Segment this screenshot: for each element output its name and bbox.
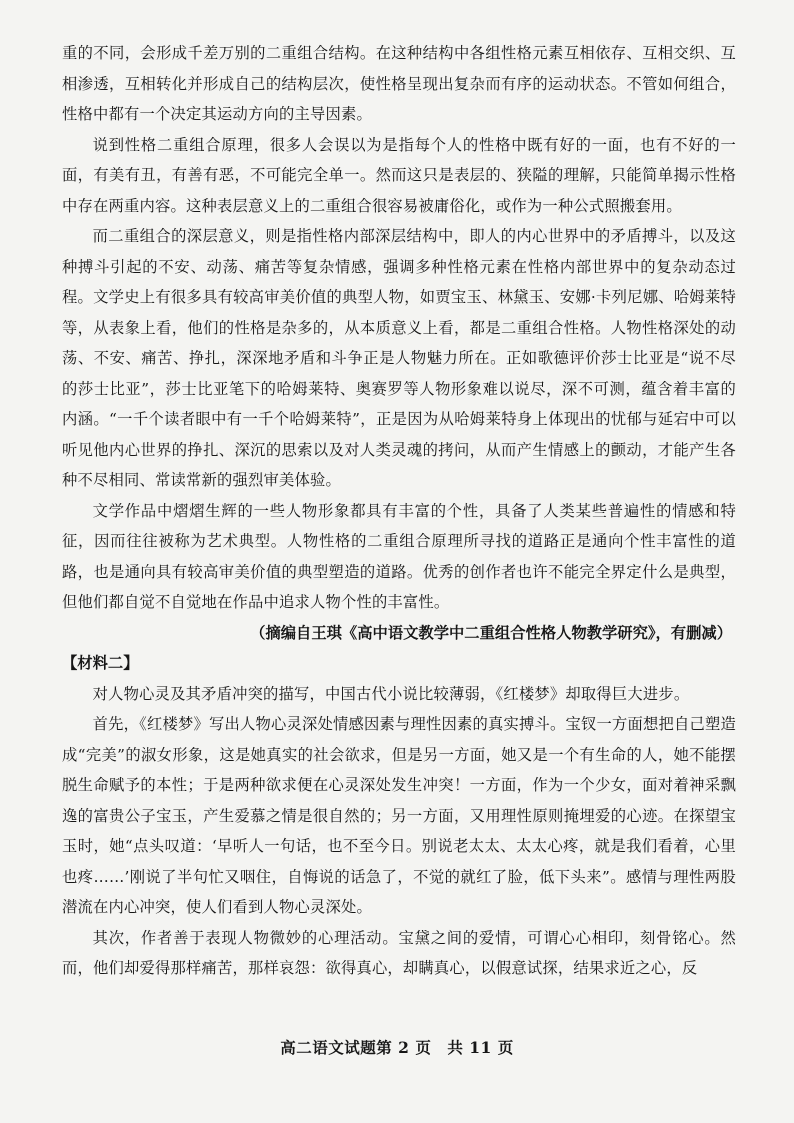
source-citation: （摘编自王琪《高中语文教学中二重组合性格人物教学研究》，有删减） (250, 623, 732, 642)
material-two-heading: 【材料二】 (62, 654, 139, 672)
paragraph-4: 文学作品中熠熠生辉的一些人物形象都具有丰富的个性，具备了人类某些普遍性的情感和特征，因而往往被称为艺术典型。人物性格的二重组合原理所寻找的道路正是通向个性丰富性的道路，也是通向具有较高审美价值的典型塑造的道路。优秀的创作者也许不能完全界定什么是典型，但他们都自觉不自觉地在作品中追求人物个性的丰富性。 (62, 501, 736, 611)
paragraph-2: 说到性格二重组合原理，很多人会误以为是指每个人的性格中既有好的一面，也有不好的一面，有美有丑，有善有恶，不可能完全单一。然而这只是表层的、狭隘的理解，只能简单揭示性格中存在两重内容。这种表层意义上的二重组合很容易被庸俗化，或作为一种公式照搬套用。 (62, 135, 736, 215)
paragraph-6: 首先，《红楼梦》写出人物心灵深处情感因素与理性因素的真实搏斗。宝钗一方面想把自己塑造成“完美”的淑女形象，这是她真实的社会欲求，但是另一方面，她又是一个有生命的人，她不能摆脱生命赋予的本性；于是两种欲求便在心灵深处发生冲突！一方面，作为一个少女，面对着神采飘逸的富贵公子宝玉，产生爱慕之情是很自然的；另一方面，又用理性原则掩埋爱的心迹。在探望宝玉时，她“点头叹道：‘早听人一句话，也不至今日。别说老太太、太太心疼，就是我们看着，心里也疼……’刚说了半句忙又咽住，自悔说的话急了，不觉的就红了脸，低下头来”。感情与理性两股潜流在内心冲突，使人们看到人物心灵深处。 (62, 715, 736, 916)
paragraph-3: 而二重组合的深层意义，则是指性格内部深层结构中，即人的内心世界中的矛盾搏斗，以及这种搏斗引起的不安、动荡、痛苦等复杂情感，强调多种性格元素在性格内部世界中的复杂动态过程。文学史上有很多具有较高审美价值的典型人物，如贾宝玉、林黛玉、安娜·卡列尼娜、哈姆莱特等，从表象上看，他们的性格是杂多的，从本质意义上看，都是二重组合性格。人物性格深处的动荡、不安、痛苦、挣扎，深深地矛盾和斗争正是人物魅力所在。正如歌德评价莎士比亚是“说不尽的莎士比亚”，莎士比亚笔下的哈姆莱特、奥赛罗等人物形象难以说尽，深不可测，蕴含着丰富的内涵。“一千个读者眼中有一千个哈姆莱特”，正是因为从哈姆莱特身上体现出的忧郁与延宕中可以听见他内心世界的挣扎、深沉的思索以及对人类灵魂的拷问，从而产生情感上的颤动，才能产生各种不尽相同、常读常新的强烈审美体验。 (62, 227, 736, 489)
paragraph-1: 重的不同，会形成千差万别的二重组合结构。在这种结构中各组性格元素互相依存、互相交织、互相渗透，互相转化并形成自己的结构层次，使性格呈现出复杂而有序的运动状态。不管如何组合，性格中都有一个决定其运动方向的主导因素。 (62, 44, 736, 123)
paragraph-5: 对人物心灵及其矛盾冲突的描写，中国古代小说比较薄弱，《红楼梦》却取得巨大进步。 (92, 684, 690, 703)
paragraph-7: 其次，作者善于表现人物微妙的心理活动。宝黛之间的爱情，可谓心心相印，刻骨铭心。然而，他们却爱得那样痛苦，那样哀怨：欲得真心，却瞒真心，以假意试探，结果求近之心，反 (62, 928, 736, 977)
page-footer: 高二语文试题第 2 页 共 11 页 (280, 1038, 514, 1057)
